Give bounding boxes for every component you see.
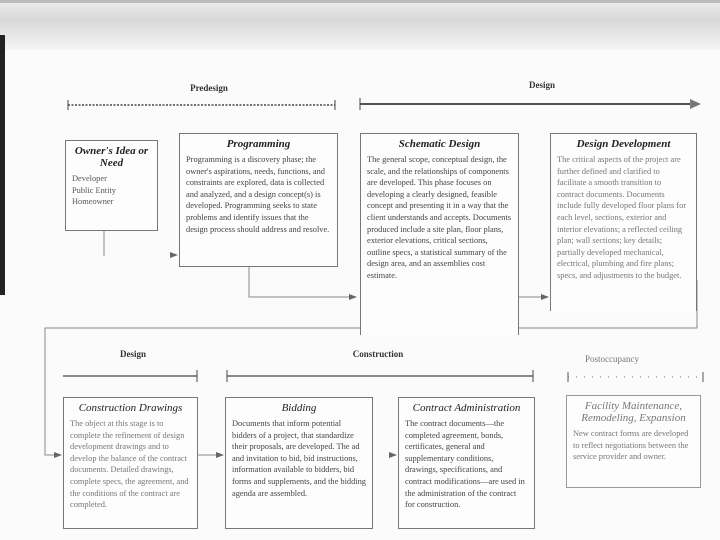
box-text: The critical aspects of the project are further defined and clarified to facilitate a smooth transition to contract documents. Documents include fully developed floor plans for each level, sections, exterior and interior elevations; a reflected ceiling plan; wall sections; key details; partially developed mechanical, electrical, plumbing and fire plans; specs, and adjustments to the budget. xyxy=(557,155,687,280)
schematic-design-box xyxy=(360,133,519,335)
box-title: Facility Maintenance, Remodeling, Expansion xyxy=(581,400,686,424)
box-text: Programming is a discovery phase; the owner's aspirations, needs, functions, and constraints are explored, data is collected and analyzed, and a design concept(s) is developed. Programming seeks to state problems and identify issues that the design process should address and resolve. xyxy=(186,155,330,234)
owner-idea-box xyxy=(65,140,158,231)
phase-label-design: Design xyxy=(528,80,556,90)
box-title: Design Development xyxy=(576,138,671,150)
design-timeline-2 xyxy=(63,370,197,382)
programming-box xyxy=(179,133,338,267)
phase-label-postoccupancy: Postoccupancy xyxy=(585,354,639,364)
box-text: The contract documents—the completed agreement, bonds, certificates, general and supplementary conditions, drawings, specifications, and contract modifications—are used in the administration of the contract for construction. xyxy=(405,419,525,510)
construction-drawings-box xyxy=(63,397,198,529)
postoccupancy-timeline xyxy=(568,372,703,382)
box-title: Schematic Design xyxy=(398,138,481,150)
predesign-timeline xyxy=(68,100,335,110)
box-text: Documents that inform potential bidders of a project, that standardize their proposals, are developed. The ad and invitation to bid, bid instructions, information available to bidders, bid forms and supplements, and the bidding agenda are assembled. xyxy=(232,419,366,498)
phase-label-design-2: Design xyxy=(119,349,147,359)
construction-timeline xyxy=(227,370,533,382)
box-title: Programming xyxy=(226,138,291,150)
facility-maintenance-box xyxy=(566,395,701,488)
box-text: The general scope, conceptual design, the scale, and the relationships of components are developed. This phase focuses on developing a clearly designed, feasible concept and presenting it in a way that the client understands and accepts. Documents produced include a site plan, floor plans, exterior elevations, critical sections, outline specs, a statistical summary of the design area, and an assemblies cost estimate. xyxy=(367,155,511,280)
box-text: New contract forms are developed to reflect negotiations between the service provider and owner. xyxy=(573,429,689,462)
box-title: Bidding xyxy=(281,402,317,414)
contract-administration-box xyxy=(398,397,535,529)
phase-label-construction: Construction xyxy=(352,349,404,359)
design-timeline-arrow xyxy=(360,98,701,110)
box-title: Contract Administration xyxy=(412,402,521,414)
list-item: Homeowner xyxy=(72,197,114,207)
phase-label-predesign: Predesign xyxy=(190,83,228,93)
bidding-box xyxy=(225,397,373,529)
list-item: Public Entity xyxy=(72,185,116,195)
list-item: Developer xyxy=(72,174,107,183)
design-development-box xyxy=(550,133,697,311)
box-text: The object at this stage is to complete the refinement of design development drawings and to develop the balance of the contract documents. Detailed drawings, complete specs, the agreement, and the conditions of the contract are completed. xyxy=(70,419,189,510)
box-title: Construction Drawings xyxy=(78,402,183,414)
box-title: Owner's Idea or Need xyxy=(74,145,149,169)
